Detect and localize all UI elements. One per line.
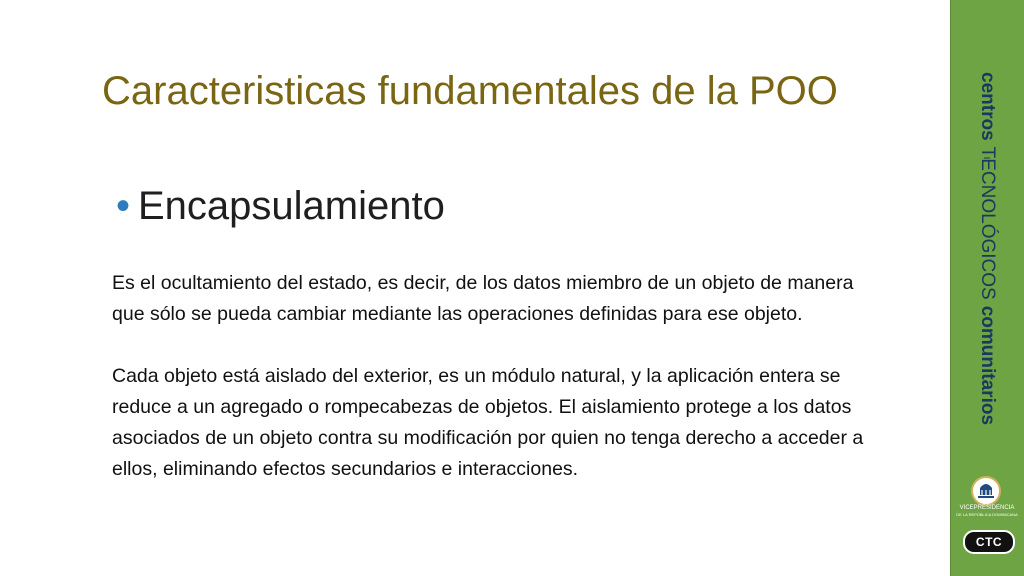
bullet-item — [116, 180, 445, 232]
slide-body — [112, 268, 872, 485]
brand-word-comunitarios: comunitarios — [976, 305, 998, 426]
slide-title: Caracteristicas fundamentales de la POO — [102, 69, 838, 113]
paragraph-1: Es el ocultamiento del estado, es decir, de los datos miembro de un objeto de manera que sólo se pueda cambiar mediante las operaciones definidas para ese objeto. — [112, 272, 854, 325]
vicepresidencia-caption — [952, 505, 1022, 517]
brand-logo-vertical — [965, 72, 1009, 432]
svg-text:centrosTECNOLÓGICOScomunitario — [977, 72, 999, 425]
brand-word-centros: centros — [976, 72, 998, 141]
bullet-marker: • — [116, 184, 131, 228]
paragraph-2: Cada objeto está aislado del exterior, es un módulo natural, y la aplicación entera se reduce a un agregado o rompecabezas de objetos. El aislamiento protege a los datos asociados de un objeto contra su modificación por quien no tenga derecho a acceder a ellos, eliminando efectos secundarios e interacciones. — [112, 365, 864, 480]
ctc-badge: CTC — [963, 530, 1015, 554]
brand-word-tecnologicos: TECNOLÓGICOS — [976, 146, 998, 300]
bullet-text: Encapsulamiento — [138, 184, 445, 228]
caption-subtitle: DE LA REPÚBLICA DOMINICANA — [956, 512, 1018, 517]
caption-title: VICEPRESIDENCIA — [959, 505, 1015, 511]
